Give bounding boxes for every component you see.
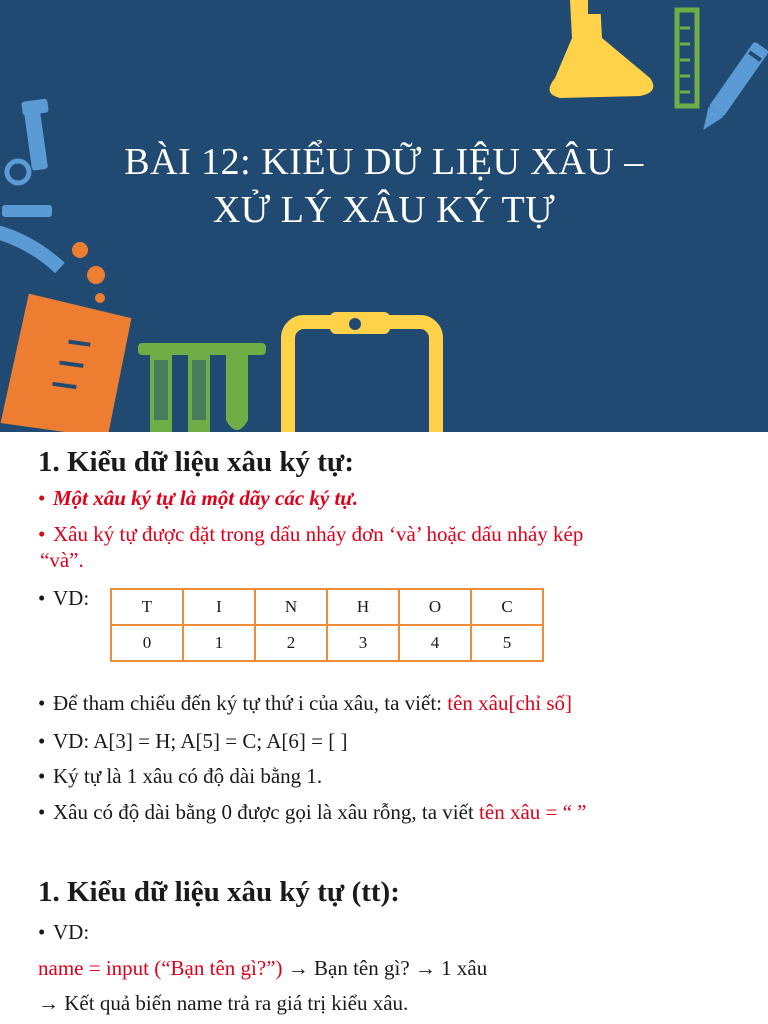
bullet-highlight: tên xâu[chỉ số]: [447, 691, 573, 715]
table-cell: C: [471, 589, 543, 625]
result-explanation: → Kết quả biến name trả ra giá trị kiểu xâu.: [38, 991, 409, 1015]
bullet-dot: •: [38, 800, 46, 824]
code-example-line: [38, 956, 487, 981]
bullet-highlight: tên xâu = “ ”: [479, 800, 587, 824]
table-cell: H: [327, 589, 399, 625]
bullet-text: VD:: [53, 920, 90, 944]
section-heading: 1. Kiểu dữ liệu xâu ký tự (tt):: [38, 876, 400, 908]
title-line-1: BÀI 12: KIỂU DỮ LIỆU XÂU –: [124, 141, 644, 183]
content-slide-1: [0, 432, 768, 864]
example-table: [110, 588, 544, 662]
bullet-empty-string: [38, 800, 587, 825]
table-cell: 4: [399, 625, 471, 661]
bullet-dot: •: [38, 586, 46, 610]
table-cell: 0: [111, 625, 183, 661]
bullet-example-2: [38, 729, 348, 754]
table-cell: T: [111, 589, 183, 625]
title-slide: [0, 0, 768, 432]
table-cell: N: [255, 589, 327, 625]
bullet-dot: •: [38, 522, 46, 546]
table-cell: 3: [327, 625, 399, 661]
bullet-dot: •: [38, 486, 46, 510]
bullet-text: Để tham chiếu đến ký tự thứ i của xâu, ta viết:: [53, 691, 448, 715]
ruler-icon: [677, 10, 697, 106]
bullet-text: Một xâu ký tự là một dãy các ký tự.: [53, 486, 359, 510]
bullet-dot: •: [38, 920, 46, 944]
table-cell: I: [183, 589, 255, 625]
bullet-definition: [38, 486, 358, 511]
bullet-quotes-cont: “và”.: [40, 548, 84, 572]
bullet-char-length: [38, 764, 322, 789]
table-row-indices: [111, 625, 543, 661]
code-input: name = input (“Bạn tên gì?”): [38, 956, 288, 980]
section-heading: 1. Kiểu dữ liệu xâu ký tự:: [38, 446, 354, 478]
code-result: → Bạn tên gì? → 1 xâu: [287, 956, 488, 980]
bullet-text: Ký tự là 1 xâu có độ dài bằng 1.: [53, 764, 323, 788]
title-line-2: XỬ LÝ XÂU KÝ TỰ: [212, 189, 556, 231]
table-cell: 1: [183, 625, 255, 661]
table-cell: O: [399, 589, 471, 625]
bullet-text: Xâu ký tự được đặt trong dấu nháy đơn ‘và’ hoặc dấu nháy kép: [53, 522, 584, 546]
beaker-icon: [1, 242, 133, 432]
bullet-quotes: [38, 522, 583, 547]
table-cell: 2: [255, 625, 327, 661]
flask-icon: [550, 0, 654, 98]
bullet-dot: •: [38, 729, 46, 753]
bullet-dot: •: [38, 691, 46, 715]
content-slide-2: [0, 864, 768, 1024]
table-cell: 5: [471, 625, 543, 661]
clipboard-icon: [288, 312, 436, 432]
table-row-chars: [111, 589, 543, 625]
bullet-example: [38, 920, 89, 945]
slide-title: [60, 138, 708, 234]
bullet-text: VD: A[3] = H; A[5] = C; A[6] = [ ]: [53, 729, 348, 753]
bullet-reference: [38, 691, 572, 716]
bullet-text: VD:: [53, 586, 90, 610]
bullet-dot: •: [38, 764, 46, 788]
bullet-example: [38, 586, 89, 611]
test-tubes-icon: [138, 343, 266, 432]
pencil-icon: [696, 41, 768, 135]
bullet-text: Xâu có độ dài bằng 0 được gọi là xâu rỗng, ta viết: [53, 800, 480, 824]
microscope-icon: [0, 98, 60, 268]
